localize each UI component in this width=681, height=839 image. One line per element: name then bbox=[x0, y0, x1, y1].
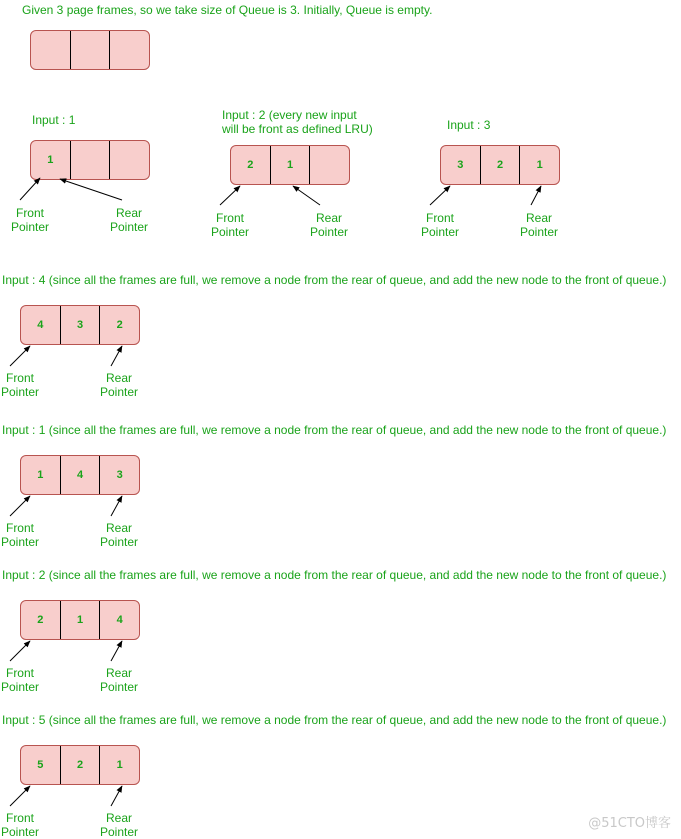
queue bbox=[30, 140, 150, 180]
rear-pointer-label: Rear Pointer bbox=[519, 211, 559, 239]
front-pointer-label: Front Pointer bbox=[0, 666, 40, 694]
queue-frame: 2 bbox=[37, 614, 44, 626]
front-pointer-arrow bbox=[430, 186, 450, 205]
queue-frame bbox=[109, 141, 149, 179]
queue-frame: 5 bbox=[37, 759, 44, 771]
step-label: Input : 2 (since all the frames are full, we remove a node from the rear of queue, and add the new node to the front of queue.) bbox=[2, 568, 667, 582]
step-label: Input : 1 bbox=[32, 113, 76, 127]
rear-pointer-label: Rear Pointer bbox=[99, 811, 139, 839]
queue bbox=[440, 145, 560, 185]
queue-frame bbox=[109, 31, 149, 69]
queue-frame: 2 bbox=[480, 146, 520, 184]
queue-frame: 1 bbox=[99, 746, 139, 784]
front-pointer-arrow bbox=[10, 346, 30, 366]
queue-frame: 3 bbox=[99, 456, 139, 494]
rear-pointer-label: Rear Pointer bbox=[99, 371, 139, 399]
front-pointer-arrow bbox=[220, 186, 240, 205]
rear-pointer-arrow bbox=[111, 346, 122, 366]
rear-pointer-label: Rear Pointer bbox=[99, 521, 139, 549]
queue-frame: 1 bbox=[270, 146, 310, 184]
queue bbox=[20, 745, 140, 785]
rear-pointer-label: Rear Pointer bbox=[109, 206, 149, 234]
queue-frame: 1 bbox=[47, 154, 54, 166]
front-pointer-label: Front Pointer bbox=[0, 521, 40, 549]
queue-frame bbox=[70, 31, 110, 69]
queue-frame: 1 bbox=[37, 469, 44, 481]
intro-text: Given 3 page frames, so we take size of Queue is 3. Initially, Queue is empty. bbox=[22, 3, 433, 17]
queue-frame: 1 bbox=[60, 601, 100, 639]
rear-pointer-arrow bbox=[531, 186, 541, 205]
queue-frame: 4 bbox=[60, 456, 100, 494]
rear-pointer-label: Rear Pointer bbox=[309, 211, 349, 239]
queue-frame bbox=[31, 31, 70, 69]
front-pointer-label: Front Pointer bbox=[210, 211, 250, 239]
queue bbox=[20, 305, 140, 345]
front-pointer-arrow bbox=[10, 496, 30, 516]
queue bbox=[20, 600, 140, 640]
queue-frame: 3 bbox=[60, 306, 100, 344]
queue-frame: 3 bbox=[457, 159, 464, 171]
rear-pointer-arrow bbox=[111, 641, 122, 661]
step-label: Input : 1 (since all the frames are full, we remove a node from the rear of queue, and add the new node to the front of queue.) bbox=[2, 423, 667, 437]
queue-frame: 2 bbox=[60, 746, 100, 784]
queue-frame bbox=[309, 146, 349, 184]
front-pointer-label: Front Pointer bbox=[420, 211, 460, 239]
front-pointer-arrow bbox=[20, 178, 40, 200]
step-label: Input : 4 (since all the frames are full, we remove a node from the rear of queue, and add the new node to the front of queue.) bbox=[2, 273, 667, 287]
queue-frame: 2 bbox=[99, 306, 139, 344]
rear-pointer-arrow bbox=[293, 186, 320, 205]
queue bbox=[230, 145, 350, 185]
queue-frame: 2 bbox=[247, 159, 254, 171]
watermark: @51CTO博客 bbox=[588, 816, 671, 831]
rear-pointer-arrow bbox=[60, 179, 122, 200]
rear-pointer-arrow bbox=[111, 496, 122, 516]
front-pointer-label: Front Pointer bbox=[10, 206, 50, 234]
rear-pointer-arrow bbox=[111, 786, 122, 806]
queue bbox=[20, 455, 140, 495]
rear-pointer-label: Rear Pointer bbox=[99, 666, 139, 694]
step-label: Input : 3 bbox=[447, 118, 491, 132]
initial-queue bbox=[30, 30, 150, 70]
front-pointer-label: Front Pointer bbox=[0, 371, 40, 399]
front-pointer-arrow bbox=[10, 641, 30, 661]
queue-frame: 4 bbox=[37, 319, 44, 331]
queue-frame bbox=[70, 141, 110, 179]
step-label: Input : 2 (every new input will be front as defined LRU) bbox=[222, 108, 373, 136]
step-label: Input : 5 (since all the frames are full, we remove a node from the rear of queue, and add the new node to the front of queue.) bbox=[2, 713, 667, 727]
front-pointer-arrow bbox=[10, 786, 30, 806]
front-pointer-label: Front Pointer bbox=[0, 811, 40, 839]
queue-frame: 1 bbox=[519, 146, 559, 184]
queue-frame: 4 bbox=[99, 601, 139, 639]
